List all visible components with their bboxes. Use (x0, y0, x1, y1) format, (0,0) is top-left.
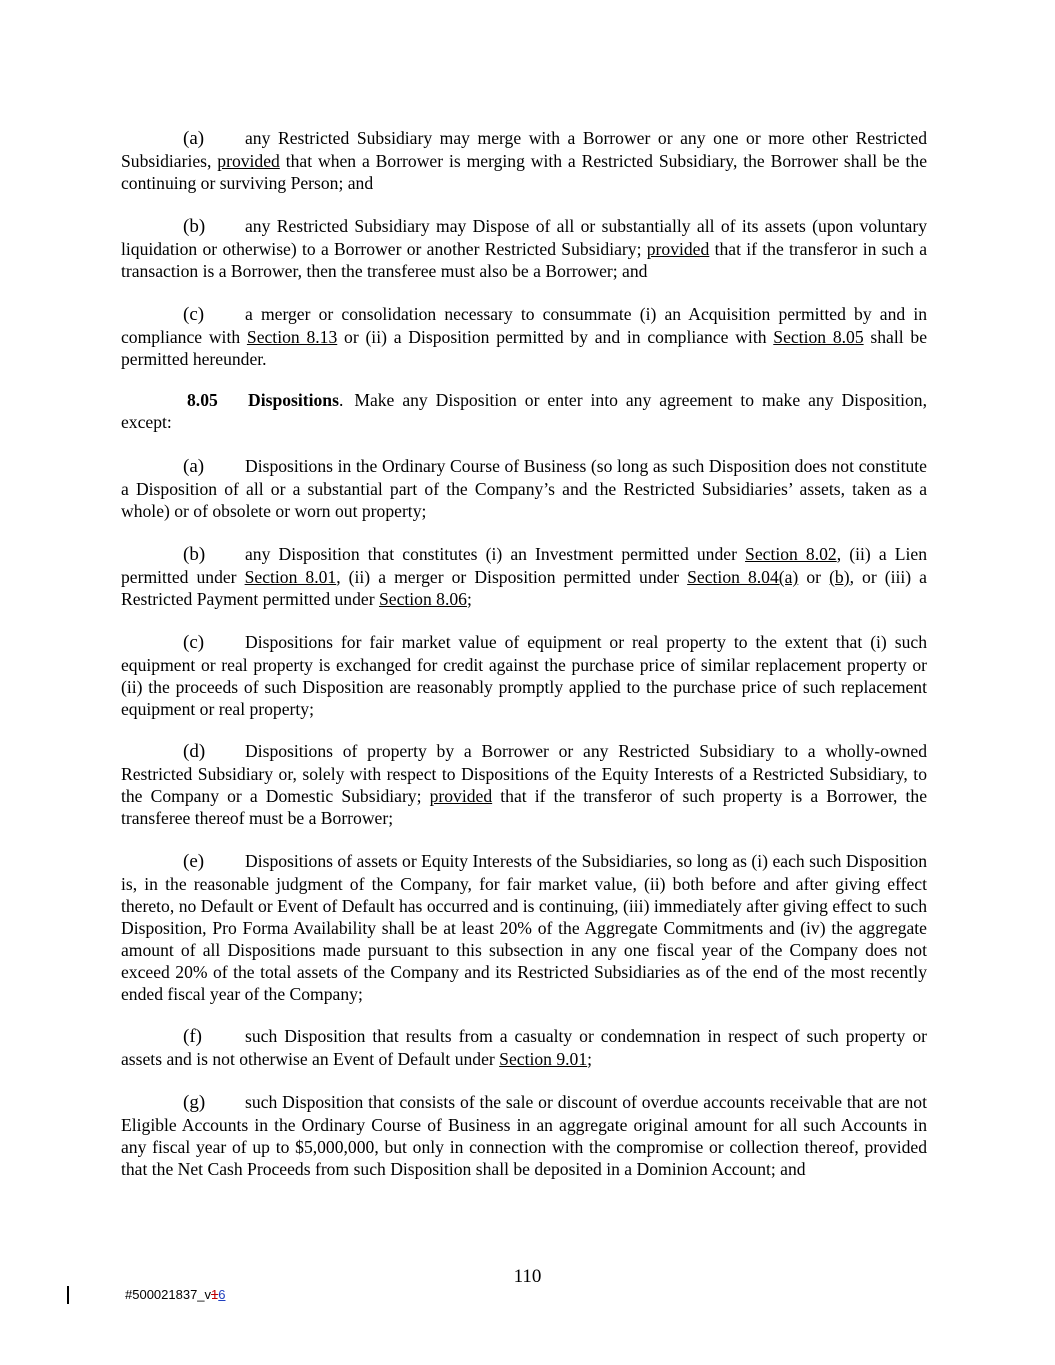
paragraph-merge-a: (a) any Restricted Subsidiary may merge with a Borrower or any one or more other Restricted Subsidiaries, provided that when a Borrower is merging with a Restricted Subsidiary, the Borrower shall be the continuing or surviving Person; and (121, 128, 928, 193)
paragraph-merge-b: (b) any Restricted Subsidiary may Dispose of all or substantially all of its assets (upon voluntary liquidation or otherwise) to a Borrower or another Restricted Subsidiary; provided that if the transferor in such a transaction is a Borrower, then the transferee must also be a Borrower; and (121, 216, 927, 281)
paragraph-label: (b) (183, 544, 206, 565)
page-number: 110 (513, 1266, 542, 1287)
paragraph-label: (a) (183, 128, 205, 149)
section-reference: Section 8.13 (246, 327, 338, 347)
paragraph-label: (b) (183, 216, 206, 237)
paragraph-disposition-d: (d) Dispositions of property by a Borrower or any Restricted Subsidiary to a wholly-owned Restricted Subsidiary or, solely with respect to Dispositions of the Equity Interests of a Restricted Subsidiary, to the Company or a Domestic Subsidiary; provided that if the transferor of such property is a Borrower, the transferee thereof must be a Borrower; (121, 741, 927, 828)
paragraph-disposition-g: (g) such Disposition that consists of the sale or discount of overdue accounts receivable that are not Eligible Accounts in the Ordinary Course of Business in an aggregate original amount for all such Accounts in any fiscal year of up to $5,000,000, but only in connection with the compromise or collection thereof, provided that the Net Cash Proceeds from such Disposition shall be deposited in a Dominion Account; and (121, 1092, 927, 1179)
paragraph-label: (e) (183, 851, 205, 872)
deleted-revision: 1 (211, 1287, 219, 1302)
section-intro-text: Make any Disposition or enter into any agreement to make any Disposition, except: (121, 390, 928, 432)
paragraph-label: (d) (183, 741, 206, 762)
paragraph-merge-c: (c) a merger or consolidation necessary to consummate (i) an Acquisition permitted by and in compliance with Section 8.13 or (ii) a Disposition permitted by and in compliance with Section 8.05 shall be permitted hereunder. (121, 304, 927, 369)
section-reference: Section 9.01 (499, 1049, 588, 1069)
paragraph-disposition-c: (c) Dispositions for fair market value of equipment or real property to the extent that (i) such equipment or real property is exchanged for credit against the purchase price of similar replacement property or (ii) the proceeds of such Disposition are reasonably promptly applied to the purchase price of such replacement equipment or real property; (121, 632, 927, 719)
section-reference: Section 8.02 (745, 544, 837, 564)
paragraph-label: (g) (183, 1092, 206, 1113)
paragraph-label: (f) (183, 1026, 202, 1047)
paragraph-label: (c) (183, 304, 205, 325)
change-bar (67, 1286, 69, 1304)
paragraph-disposition-e: (e) Dispositions of assets or Equity Interests of the Subsidiaries, so long as (i) each such Disposition is, in the reasonable judgment of the Company, for fair market value, (ii) both before and after giving effect thereto, no Default or Event of Default has occurred and is continuing, (iii) immediately after giving effect to such Disposition, Pro Forma Availability shall be at least 20% of the Aggregate Commitments and (iv) the aggregate amount of all Dispositions made pursuant to this subsection in any one fiscal year of the Company does not exceed 20% of the total assets of the Company and its Restricted Subsidiaries as of the end of the most recently ended fiscal year of the Company; (121, 851, 927, 1004)
inserted-revision: 6 (218, 1287, 226, 1302)
paragraph-disposition-a: (a) Dispositions in the Ordinary Course of Business (so long as such Disposition does not constitute a Disposition of all or a substantial part of the Company’s and the Restricted Subsidiaries’ assets, taken as a whole) or of obsolete or worn out property; (121, 456, 927, 521)
section-number: 8.05 (187, 390, 218, 410)
paragraph-label: (c) (183, 632, 205, 653)
provided-term: provided (646, 239, 710, 259)
section-reference: (b) (829, 567, 850, 587)
section-reference: Section 8.05 (773, 327, 864, 347)
section-reference: Section 8.04(a) (687, 567, 799, 587)
section-title: Dispositions (248, 390, 339, 410)
paragraph-label: (a) (183, 456, 205, 477)
section-reference: Section 8.01 (244, 567, 337, 587)
paragraph-disposition-f: (f) such Disposition that results from a casualty or condemnation in respect of such property or assets and is not otherwise an Event of Default under Section 9.01; (121, 1026, 927, 1069)
section-heading-dispositions: 8.05 Dispositions. Make any Disposition or enter into any agreement to make any Disposition, except: (121, 390, 928, 432)
provided-term: provided (217, 151, 280, 171)
provided-term: provided (429, 786, 493, 806)
document-id: #500021837_v16 (125, 1287, 226, 1302)
paragraph-disposition-b: (b) any Disposition that constitutes (i) an Investment permitted under Section 8.02, (ii) a Lien permitted under Section 8.01, (ii) a merger or Disposition permitted under Section 8.04(a) or (b), or (iii) a Restricted Payment permitted under Section 8.06; (121, 544, 927, 609)
section-reference: Section 8.06 (378, 589, 467, 609)
